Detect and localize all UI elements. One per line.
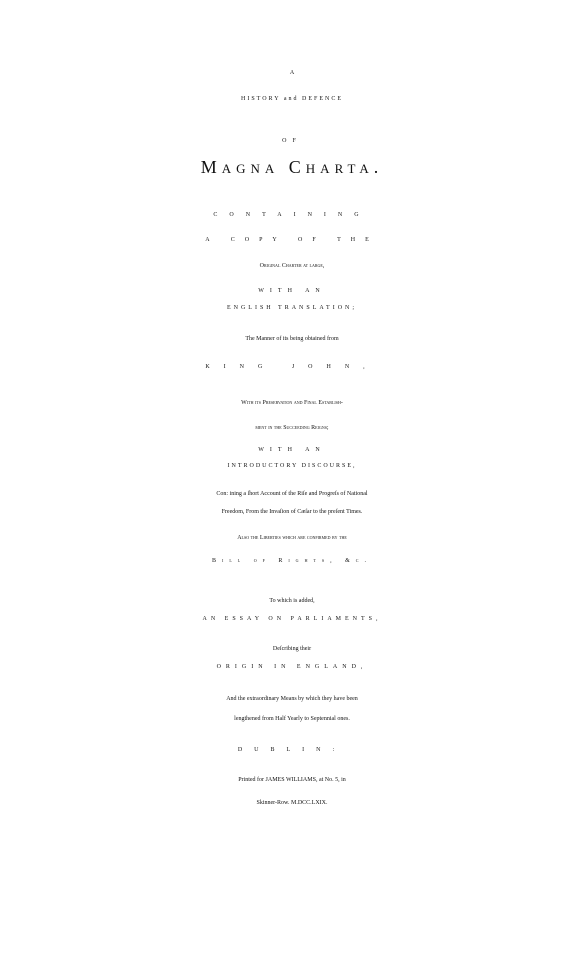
preservation-line: With its Preservation and Final Establish-: [241, 400, 343, 406]
extraordinary-means-line: And the extraordinary Means by which they have been: [226, 696, 358, 702]
liberties-line: Alſo the Liberties which are confirmed by the: [237, 535, 347, 541]
introductory-discourse-line: INTRODUCTORY DISCOURSE,: [227, 463, 357, 469]
manner-line: The Manner of its being obtained from: [245, 336, 339, 342]
main-title-line: HISTORY and DEFENCE: [240, 96, 343, 102]
lengthened-line: lengthened from Half Yearly to Septennial ones.: [234, 716, 350, 722]
printer-line: Printed for JAMES WILLIAMS, at No. 5, in: [238, 777, 346, 783]
original-charter-line: Original Charter at large,: [259, 263, 325, 269]
which-is-added-line: To which is added,: [269, 598, 315, 604]
of-line: OF: [282, 138, 302, 144]
with-an-line-1: WITH AN: [258, 288, 326, 294]
english-translation-line: ENGLISH TRANSLATION;: [226, 305, 358, 311]
bill-of-rights-line: Bill of Rights, &c.: [212, 558, 372, 564]
containing-line: CONTAINING: [213, 212, 371, 218]
dublin-line: DUBLIN:: [237, 747, 347, 753]
freedom-line: Freedom, From the Invaſion of Cæſar to the preſent Times.: [221, 509, 363, 515]
describing-line: Deſcribing their: [272, 646, 312, 652]
account-line: Con: ining a ſhort Account of the Riſe and Progreſs of National: [216, 491, 368, 497]
magna-charta-line: Magna Charta.: [200, 157, 384, 177]
copy-line: A COPY OF THE: [205, 237, 379, 243]
king-john-line: KING JOHN,: [205, 364, 379, 370]
address-date-line: Skinner-Row. M.DCC.LXIX.: [256, 800, 328, 806]
with-an-line-2: WITH AN: [258, 447, 326, 453]
succeeding-reigns-line: ment in the Succeeding Reigns;: [255, 425, 329, 431]
origin-in-england-line: ORIGIN IN ENGLAND,: [216, 664, 368, 670]
article-line: A: [289, 70, 295, 76]
essay-on-parliaments-line: AN ESSAY ON PARLIAMENTS,: [202, 616, 382, 622]
